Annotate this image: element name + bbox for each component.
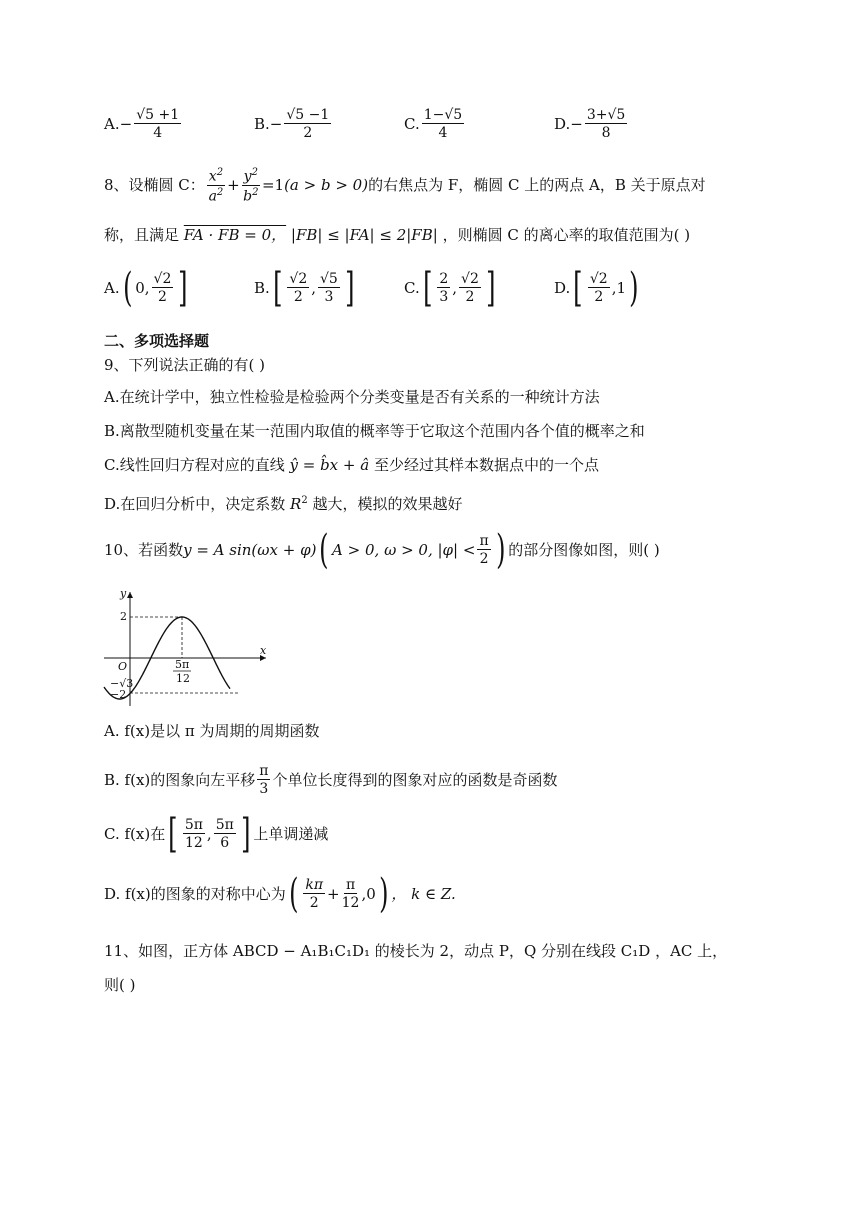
q10-option-c: C. f(x)在 [ $\frac{5\pi}{12}$ , $\frac{5\pi}{6}$ ] 上单调递减 bbox=[104, 811, 329, 857]
stem-text: ，则椭圆 C 的离心率的取值范围为( ) bbox=[442, 226, 691, 244]
function-expression: y = A sin(ωx + φ) bbox=[183, 540, 317, 559]
y-axis-arrow bbox=[127, 592, 133, 598]
fraction bbox=[437, 272, 450, 304]
x2-over-a2 bbox=[207, 168, 225, 203]
option-text: B. f(x)的图象向左平移 bbox=[104, 770, 256, 789]
right-bracket: ] bbox=[178, 265, 188, 311]
option-label: A. bbox=[104, 114, 120, 133]
q10-option-a: A. f(x)是以 π 为周期的周期函数 bbox=[104, 722, 320, 740]
x-axis-label: x bbox=[260, 644, 267, 657]
regression-equation: ŷ = b̂x + â bbox=[289, 456, 370, 474]
option-text: C. f(x)在 bbox=[104, 824, 166, 843]
q7-option-d bbox=[554, 108, 629, 140]
fraction bbox=[134, 108, 181, 140]
denominator: 2 bbox=[309, 895, 319, 911]
numerator: √2 bbox=[289, 271, 308, 287]
numerator: $x^2$ bbox=[208, 167, 224, 185]
q9-option-b: B.离散型随机变量在某一范围内取值的概率等于它取这个范围内各个值的概率之和 bbox=[104, 422, 645, 440]
fraction bbox=[303, 878, 325, 910]
option-text: 至少经过其样本数据点中的一个点 bbox=[373, 456, 599, 474]
fraction bbox=[257, 764, 270, 796]
question-prefix: 8、设椭圆 C： bbox=[104, 176, 205, 195]
denominator: $b^2$ bbox=[243, 186, 259, 205]
option-text: 越大，模拟的效果越好 bbox=[312, 495, 463, 513]
left-bracket: [ bbox=[422, 265, 433, 311]
y-neg-sqrt3-label: −√3 bbox=[110, 677, 134, 690]
option-text: C.线性回归方程对应的直线 bbox=[104, 456, 285, 474]
y-max-label: 2 bbox=[120, 610, 127, 623]
vector-dot-product: FA · FB = 0， bbox=[183, 226, 287, 244]
q11-stem-line2: 则( ) bbox=[104, 976, 136, 994]
q9-option-c bbox=[104, 458, 599, 473]
numerator: $y^2$ bbox=[243, 167, 258, 185]
q7-option-a bbox=[104, 108, 183, 140]
fraction bbox=[284, 108, 331, 140]
interval-start: 0, bbox=[135, 278, 150, 297]
option-text: ， k ∈ Z. bbox=[391, 884, 456, 903]
numerator: π bbox=[259, 763, 269, 779]
q10-stem bbox=[104, 527, 660, 573]
fraction bbox=[422, 108, 464, 140]
fraction bbox=[214, 818, 236, 850]
plus-sign: + bbox=[227, 176, 240, 195]
denominator: 3 bbox=[439, 289, 449, 305]
q10-option-d: D. f(x)的图象的对称中心为 ( $\frac{k\pi}{2}$ + $\frac{\pi}{12}$ ,0 ) ， k ∈ Z. bbox=[104, 871, 456, 917]
q8-option-c: C. [ $\frac{2}{3}$ , $\frac{√2}{2}$ ] bbox=[404, 265, 496, 311]
option-label: C. bbox=[404, 114, 420, 133]
numerator: π bbox=[345, 877, 356, 893]
option-label: B. bbox=[254, 278, 270, 297]
q10-option-b bbox=[104, 764, 558, 796]
option-label: C. bbox=[404, 278, 420, 297]
numerator: √5 −1 bbox=[286, 107, 330, 123]
fraction bbox=[588, 272, 610, 304]
q9-option-a: A.在统计学中，独立性检验是检验两个分类变量是否有关系的一种统计方法 bbox=[104, 388, 600, 406]
q9-option-d: D.在回归分析中，决定系数 $R^2$ 越大，模拟的效果越好 bbox=[104, 495, 463, 513]
y2-over-b2 bbox=[242, 168, 260, 203]
y-min-label: −2 bbox=[110, 688, 127, 701]
stem-text: 称，且满足 bbox=[104, 226, 180, 244]
numerator: 2 bbox=[439, 271, 449, 287]
stem-tail: 的右焦点为 F，椭圆 C 上的两点 A，B 关于原点对 bbox=[368, 176, 706, 195]
denominator: 6 bbox=[220, 835, 230, 851]
numerator: √2 bbox=[589, 271, 608, 287]
numerator: √2 bbox=[153, 271, 172, 287]
stem-text: 的部分图像如图，则( ) bbox=[508, 540, 660, 559]
q8-option-b: B. [ $\frac{√2}{2}$ , $\frac{√5}{3}$ ] bbox=[254, 265, 355, 311]
q7-option-b bbox=[254, 108, 333, 140]
numerator: π bbox=[479, 533, 489, 549]
denominator: 2 bbox=[479, 551, 489, 567]
origin-label: O bbox=[118, 660, 128, 673]
option-text: 个单位长度得到的图象对应的函数是奇函数 bbox=[272, 770, 558, 789]
numerator: kπ bbox=[305, 877, 324, 893]
minus-sign: − bbox=[119, 114, 133, 133]
denominator: 2 bbox=[594, 289, 604, 305]
equals-one: =1 bbox=[261, 176, 285, 195]
denominator: 2 bbox=[303, 125, 313, 141]
left-paren: ( bbox=[122, 265, 133, 311]
y-axis-label: y bbox=[120, 588, 127, 600]
right-bracket: ] bbox=[344, 265, 355, 311]
fraction bbox=[459, 272, 481, 304]
fraction bbox=[318, 272, 340, 304]
option-text: 上单调递减 bbox=[253, 824, 329, 843]
condition: A > 0, ω > 0, |φ| < bbox=[332, 540, 476, 559]
fraction bbox=[477, 534, 490, 566]
left-paren: ( bbox=[319, 527, 329, 573]
denominator: 2 bbox=[157, 289, 167, 305]
option-label: D. bbox=[554, 278, 571, 297]
denominator: $a^2$ bbox=[208, 186, 224, 205]
q8-stem-line2 bbox=[104, 228, 690, 243]
section-heading: 二、多项选择题 bbox=[104, 332, 210, 350]
fraction bbox=[585, 108, 627, 140]
left-bracket: [ bbox=[272, 265, 283, 311]
left-bracket: [ bbox=[573, 265, 583, 311]
numerator: 3+√5 bbox=[586, 107, 626, 123]
denominator: 3 bbox=[324, 289, 334, 305]
numerator: 5π bbox=[184, 817, 203, 833]
fraction bbox=[342, 878, 360, 910]
q8-stem-line1 bbox=[104, 168, 706, 203]
denominator: 2 bbox=[465, 289, 475, 305]
inequality: |FB| ≤ |FA| ≤ 2|FB| bbox=[290, 226, 438, 244]
right-paren: ) bbox=[378, 871, 389, 917]
fraction bbox=[183, 818, 205, 850]
denominator: 2 bbox=[293, 289, 303, 305]
numerator: √2 bbox=[461, 271, 479, 287]
right-bracket: ] bbox=[485, 265, 496, 311]
stem-text: 10、若函数 bbox=[104, 540, 184, 559]
right-bracket: ] bbox=[240, 811, 251, 857]
denominator: 4 bbox=[438, 125, 448, 141]
right-paren: ) bbox=[629, 265, 639, 311]
numerator: √5 +1 bbox=[136, 107, 180, 123]
left-paren: ( bbox=[288, 871, 299, 917]
q8-option-a bbox=[104, 265, 191, 311]
numerator: 5π bbox=[215, 817, 234, 833]
condition: (a > b > 0) bbox=[284, 176, 369, 195]
numerator: √5 bbox=[320, 271, 338, 287]
minus-sign: − bbox=[570, 114, 583, 133]
right-paren: ) bbox=[495, 527, 506, 573]
minus-sign: − bbox=[269, 114, 283, 133]
r-squared-symbol: R bbox=[290, 495, 302, 513]
option-text: D. f(x)的图象的对称中心为 bbox=[104, 884, 286, 903]
interval-end: ,1 bbox=[611, 278, 627, 297]
fraction bbox=[152, 272, 174, 304]
denominator: 12 bbox=[341, 895, 360, 911]
numerator: 1−√5 bbox=[423, 107, 463, 123]
q9-stem: 9、下列说法正确的有( ) bbox=[104, 356, 266, 374]
q7-option-c bbox=[404, 108, 466, 140]
x-tick-numerator: 5π bbox=[175, 658, 190, 671]
left-bracket: [ bbox=[168, 811, 178, 857]
option-label: B. bbox=[254, 114, 270, 133]
denominator: 8 bbox=[601, 125, 611, 141]
q8-option-d bbox=[554, 265, 642, 311]
sine-graph bbox=[100, 588, 270, 708]
option-label: A. bbox=[104, 278, 120, 297]
denominator: 12 bbox=[184, 835, 203, 851]
fraction bbox=[287, 272, 309, 304]
denominator: 4 bbox=[153, 125, 163, 141]
x-tick-denominator: 12 bbox=[176, 672, 190, 685]
option-text: D.在回归分析中，决定系数 bbox=[104, 495, 286, 513]
denominator: 3 bbox=[259, 781, 269, 797]
option-label: D. bbox=[554, 114, 571, 133]
q11-stem-line1: 11、如图，正方体 ABCD − A₁B₁C₁D₁ 的棱长为 2，动点 P，Q 分别在线段 C₁D ，AC 上， bbox=[104, 942, 728, 960]
